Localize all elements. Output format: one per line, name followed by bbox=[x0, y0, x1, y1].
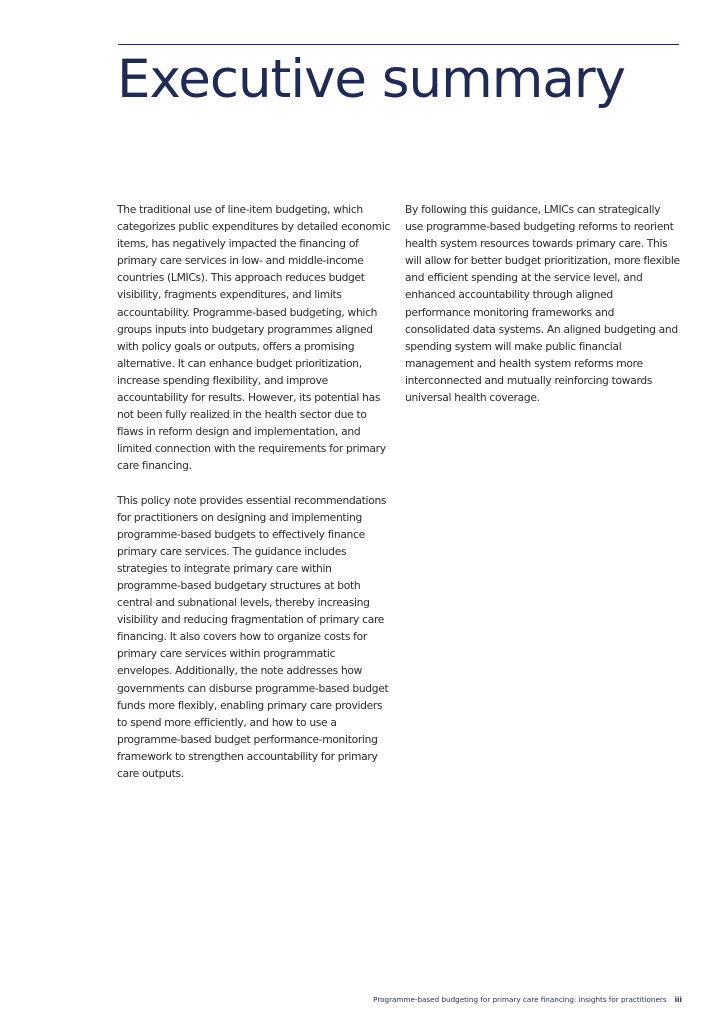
top-divider bbox=[118, 44, 679, 45]
page-title: Executive summary bbox=[117, 49, 625, 110]
running-title: Programme-based budgeting for primary care financing: insights for practitioners bbox=[373, 995, 667, 1004]
right-text-column bbox=[405, 201, 681, 423]
paragraph: This policy note provides essential recommendations for practitioners on designing and implementing programme-based budgets to effectively finance primary care services. The guidance includes strategies to integrate primary care within programme-based budgetary structures at both central and subnational levels, thereby increasing visibility and reducing fragmentation of primary care financing. It also covers how to organize costs for primary care services within programmatic envelopes. Additionally, the note addresses how governments can disburse programme-based budget funds more flexibly, enabling primary care providers to spend more efficiently, and how to use a programme-based budget performance-monitoring framework to strengthen accountability for primary care outputs. bbox=[117, 493, 389, 780]
paragraph: The traditional use of line-item budgeting, which categorizes public expenditures by detailed economic items, has negatively impacted the financing of primary care services in low- and middle-income countries (LMICs). This approach reduces budget visibility, fragments expenditures, and limits accountability. Programme-based budgeting, which groups inputs into budgetary programmes aligned with policy goals or outputs, offers a promising alternative. It can enhance budget prioritization, increase spending flexibility, and improve accountability for results. However, its potential has not been fully realized in the health sector due to flaws in reform design and implementation, and limited connection with the requirements for primary care financing. bbox=[117, 203, 391, 473]
left-text-column bbox=[117, 201, 393, 799]
paragraph: By following this guidance, LMICs can strategically use programme-based budgeting reforms to reorient health system resources towards primary care. This will allow for better budget prioritization, more flexible and efficient spending at the service level, and enhanced accountability through aligned performance monitoring frameworks and consolidated data systems. An aligned budgeting and spending system will make public financial management and health system reforms more interconnected and mutually reinforcing towards universal health coverage. bbox=[405, 203, 680, 405]
page-footer bbox=[373, 994, 682, 1006]
page-number: iii bbox=[674, 995, 682, 1004]
